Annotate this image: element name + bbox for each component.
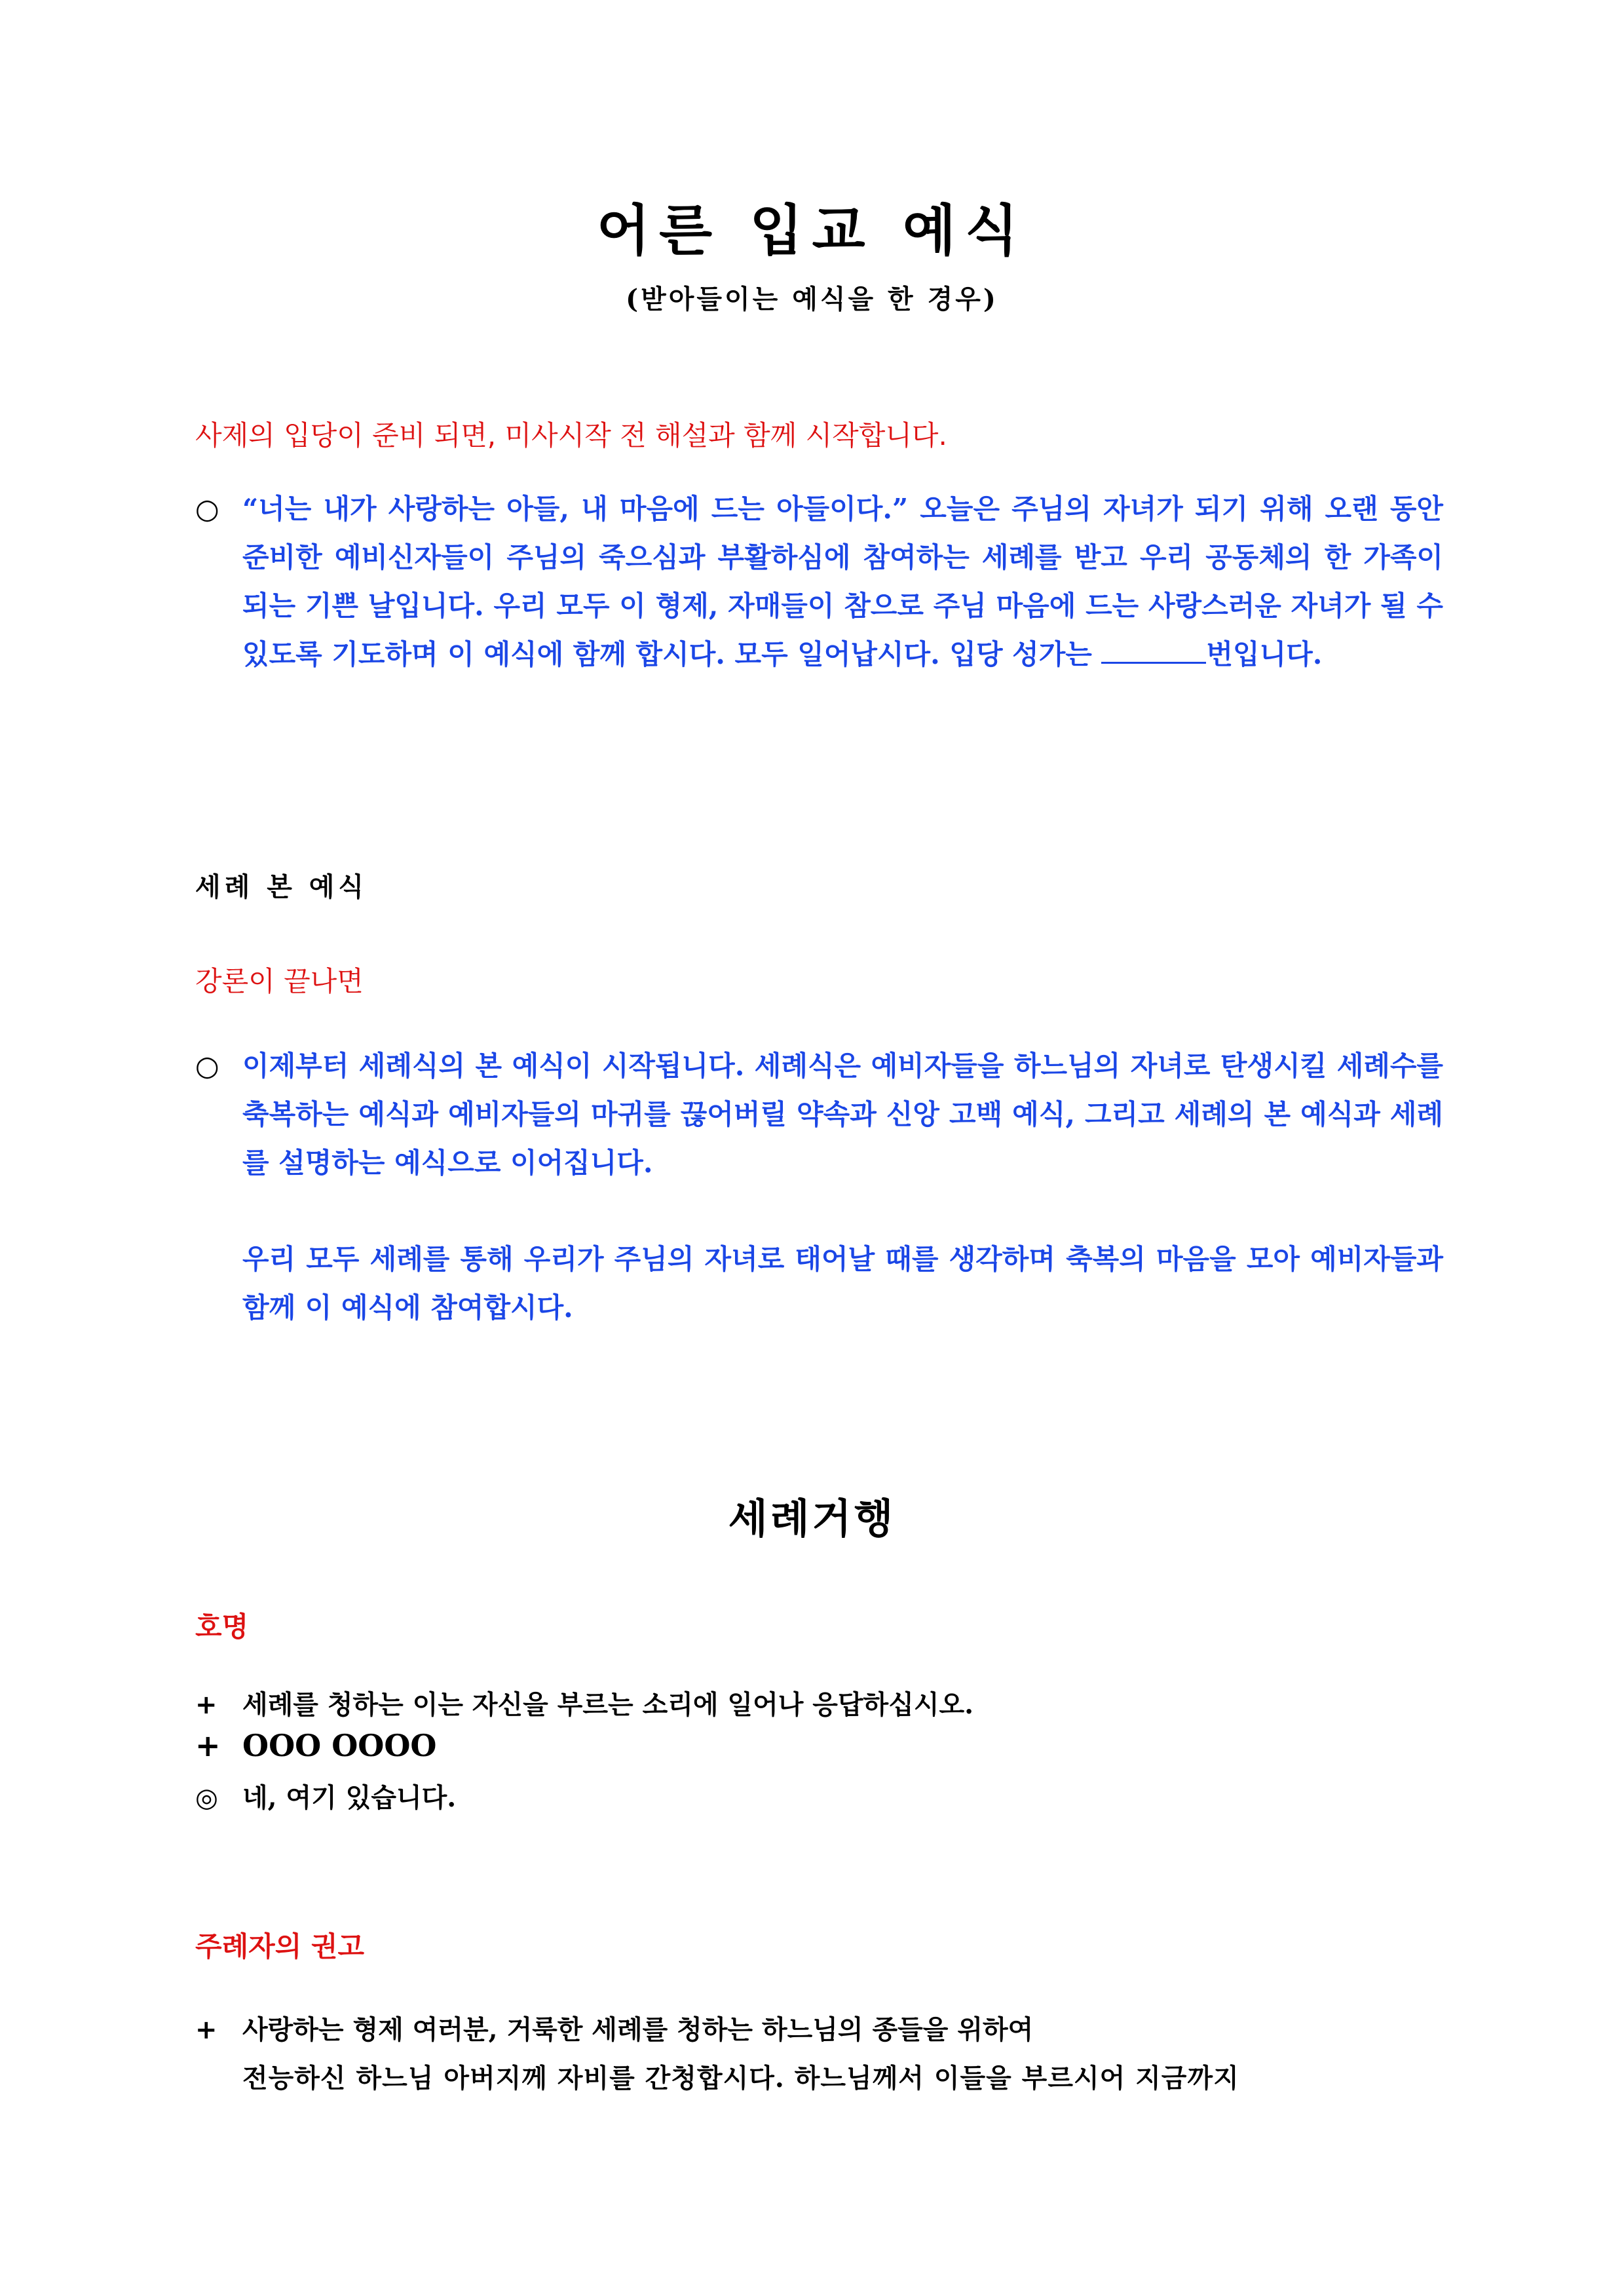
calling-line-2-text: OOO OOOO [242, 1728, 437, 1763]
double-circle-symbol: ◎ [195, 1783, 218, 1813]
calling-line-1-text: 세례를 청하는 이는 자신을 부르는 소리에 일어나 응답하십시오. [242, 1689, 974, 1720]
intro-text-part1: “너는 내가 사랑하는 아들, 내 마음에 드는 아들이다.” 오늘은 주님의 자녀가 되기 위해 오랜 동안 준비한 예비신자들이 주님의 죽으심과 부활하심에 참여하는 세례를 받고 우리 공동체의 한 가족이 되는 기쁜 날입니다. 우리 모두 이 형제, 자매들이 참으로 주님 마음에 드는 사랑스러운 자녀가 될 수 있도록 기도하며 이 예식에 함께 합시다. 모두 일어납시다. 입당 성가는 [242, 493, 1443, 670]
circle-marker: ○ [195, 493, 219, 525]
rubric-after-homily: 강론이 끝나면 [195, 965, 364, 997]
circle-marker: ○ [195, 1050, 219, 1082]
calling-label: 호명 [195, 1611, 249, 1643]
main-commentary [195, 1042, 1443, 1187]
page-subtitle: (받아들이는 예식을 한 경우) [626, 284, 998, 315]
exhortation-label: 주례자의 권고 [195, 1930, 365, 1962]
calling-line-1 [195, 1684, 973, 1721]
exhortation-line-1-text: 사랑하는 형제 여러분, 거룩한 세례를 청하는 하느님의 종들을 위하여 [242, 2014, 1034, 2045]
calling-line-3-text: 네, 여기 있습니다. [242, 1782, 457, 1813]
calling-line-2 [195, 1728, 437, 1763]
cross-symbol: + [195, 2015, 217, 2045]
intro-text [242, 485, 1443, 679]
rubric-entrance: 사제의 입당이 준비 되면, 미사시작 전 해설과 함께 시작합니다. [195, 419, 947, 451]
main-commentary-para2: 우리 모두 세례를 통해 우리가 주님의 자녀로 태어날 때를 생각하며 축복의 마음을 모아 예비자들과 함께 이 예식에 참여합시다. [242, 1243, 1443, 1324]
exhortation-line-2: 전능하신 하느님 아버지께 자비를 간청합시다. 하느님께서 이들을 부르시어 지금까지 [242, 2063, 1239, 2094]
page-title: 어른 입교 예식 [596, 198, 1028, 263]
exhortation-line-1 [195, 2009, 1033, 2046]
intro-commentary [195, 485, 1443, 679]
main-commentary-second [195, 1235, 1443, 1332]
main-commentary-para1: 이제부터 세례식의 본 예식이 시작됩니다. 세례식은 예비자들을 하느님의 자녀로 탄생시킬 세례수를 축복하는 예식과 예비자들의 마귀를 끊어버릴 약속과 신앙 고백 예식, 그리고 세례의 본 예식과 세례를 설명하는 예식으로 이어집니다. [242, 1050, 1443, 1179]
cross-symbol: + [195, 1728, 221, 1763]
hymn-number-blank [1101, 636, 1206, 664]
calling-line-3 [195, 1777, 456, 1814]
cross-symbol: + [195, 1690, 217, 1720]
section-label-baptism: 세례 본 예식 [195, 871, 368, 902]
section-heading-baptism-rite: 세례거행 [728, 1495, 896, 1542]
intro-text-part2: 번입니다. [1206, 638, 1323, 670]
